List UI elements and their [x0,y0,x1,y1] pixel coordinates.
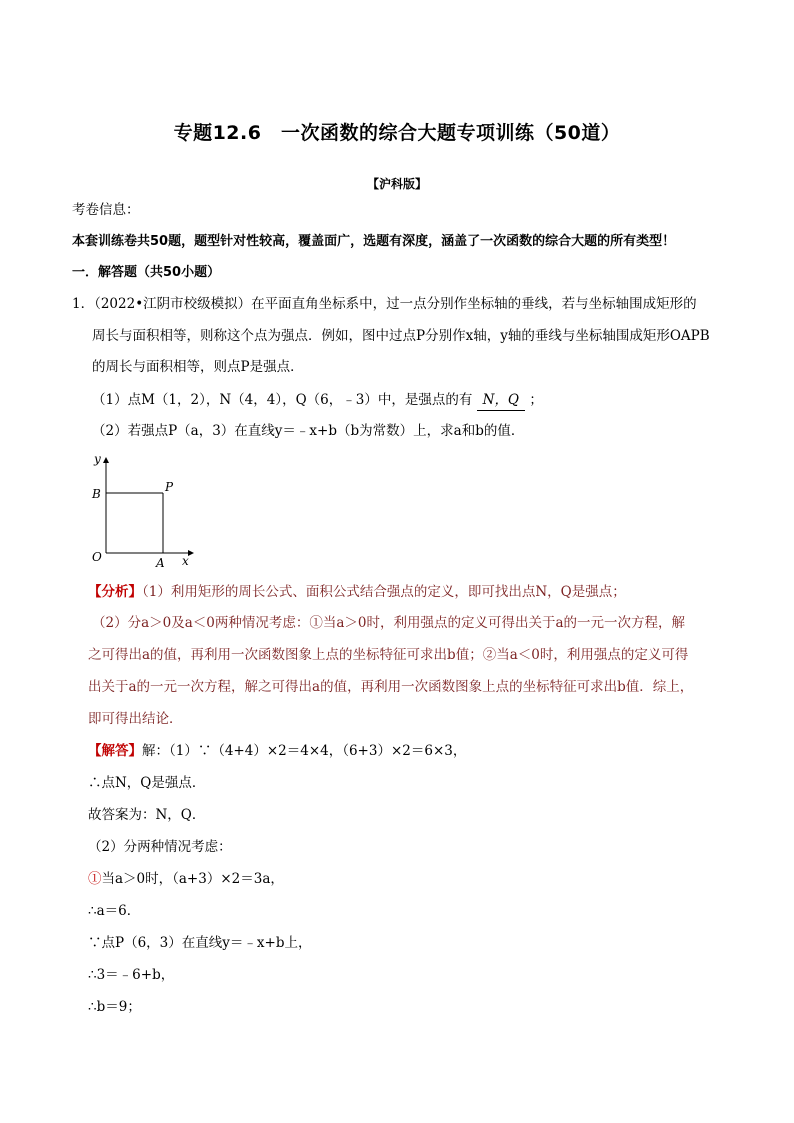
point-p-label: P [165,480,174,494]
section-heading: 一．解答题（共50小题） [72,265,221,280]
analysis-line-5: 即可得出结论． [88,711,183,727]
solution-line-9: ∴b＝9； [88,999,141,1015]
problem-line-2: 周长与面积相等，则称这个点为强点．例如，图中过点P分别作x轴，y轴的垂线与坐标轴围成矩形OAPB [92,328,710,344]
edition-label: 【沪科版】 [366,177,427,191]
question-1-answer: N，Q [477,390,525,411]
analysis-line-3: 之可得出a的值，再利用一次函数图象上点的坐标特征可求出b值；②当a＜0时，利用强点的定义可得 [88,647,689,663]
analysis-line-4: 出关于a的一元一次方程，解之可得出a的值，再利用一次函数图象上点的坐标特征可求出b值．综上， [88,679,694,695]
analysis-line-1 [88,582,626,602]
info-label: 考卷信息： [72,202,140,218]
solution-tag: 【解答】 [88,743,142,759]
case-1-marker: ① [88,871,102,887]
analysis-tag: 【分析】 [88,584,142,600]
origin-label: O [92,550,102,564]
analysis-line-2: （2）分a＞0及a＜0两种情况考虑：①当a＞0时，利用强点的定义可得出关于a的一元一次方程，解 [92,615,686,631]
solution-line-3: 故答案为：N，Q． [88,807,206,823]
x-axis-label: x [182,554,189,568]
analysis-text-1: （1）利用矩形的周长公式、面积公式结合强点的定义，即可找出点N，Q是强点； [142,584,626,600]
point-a-label: A [156,556,165,570]
question-2: （2）若强点P（a，3）在直线y＝﹣x+b（b为常数）上，求a和b的值． [92,423,525,439]
info-text: 本套训练卷共50题，题型针对性较高，覆盖面广，选题有深度，涵盖了一次函数的综合大题的所有类型！ [72,234,676,249]
solution-line-4: （2）分两种情况考虑： [88,839,232,855]
coordinate-figure [88,455,198,570]
solution-line-7: ∵点P（6，3）在直线y＝﹣x+b上， [88,935,312,951]
question-1-suffix: ； [529,392,543,408]
question-1-prefix: （1）点M（1，2），N（4，4），Q（6，﹣3）中，是强点的有 [92,392,473,408]
solution-text-1: 解：（1）∵（4+4）×2＝4×4，（6+3）×2＝6×3， [142,743,467,759]
point-b-label: B [92,487,101,501]
y-axis-arrow [103,457,109,463]
solution-line-2: ∴点N，Q是强点． [88,775,206,791]
problem-line-3: 的周长与面积相等，则点P是强点． [92,359,304,375]
solution-line-1 [88,741,466,761]
solution-text-5: 当a＞0时，（a+3）×2＝3a， [101,871,284,887]
solution-line-8: ∴3＝﹣6+b， [88,967,175,983]
x-axis-arrow [188,550,194,556]
document-title: 专题12.6 一次函数的综合大题专项训练（50道） [173,122,621,144]
solution-line-6: ∴a＝6． [88,903,141,919]
question-1 [92,390,543,411]
y-axis-label: y [94,455,101,466]
solution-line-5 [88,869,284,889]
problem-line-1: 1．（2022•江阴市校级模拟）在平面直角坐标系中，过一点分别作坐标轴的垂线，若与坐标轴围成矩形的 [72,296,697,312]
figure-svg [88,455,198,570]
